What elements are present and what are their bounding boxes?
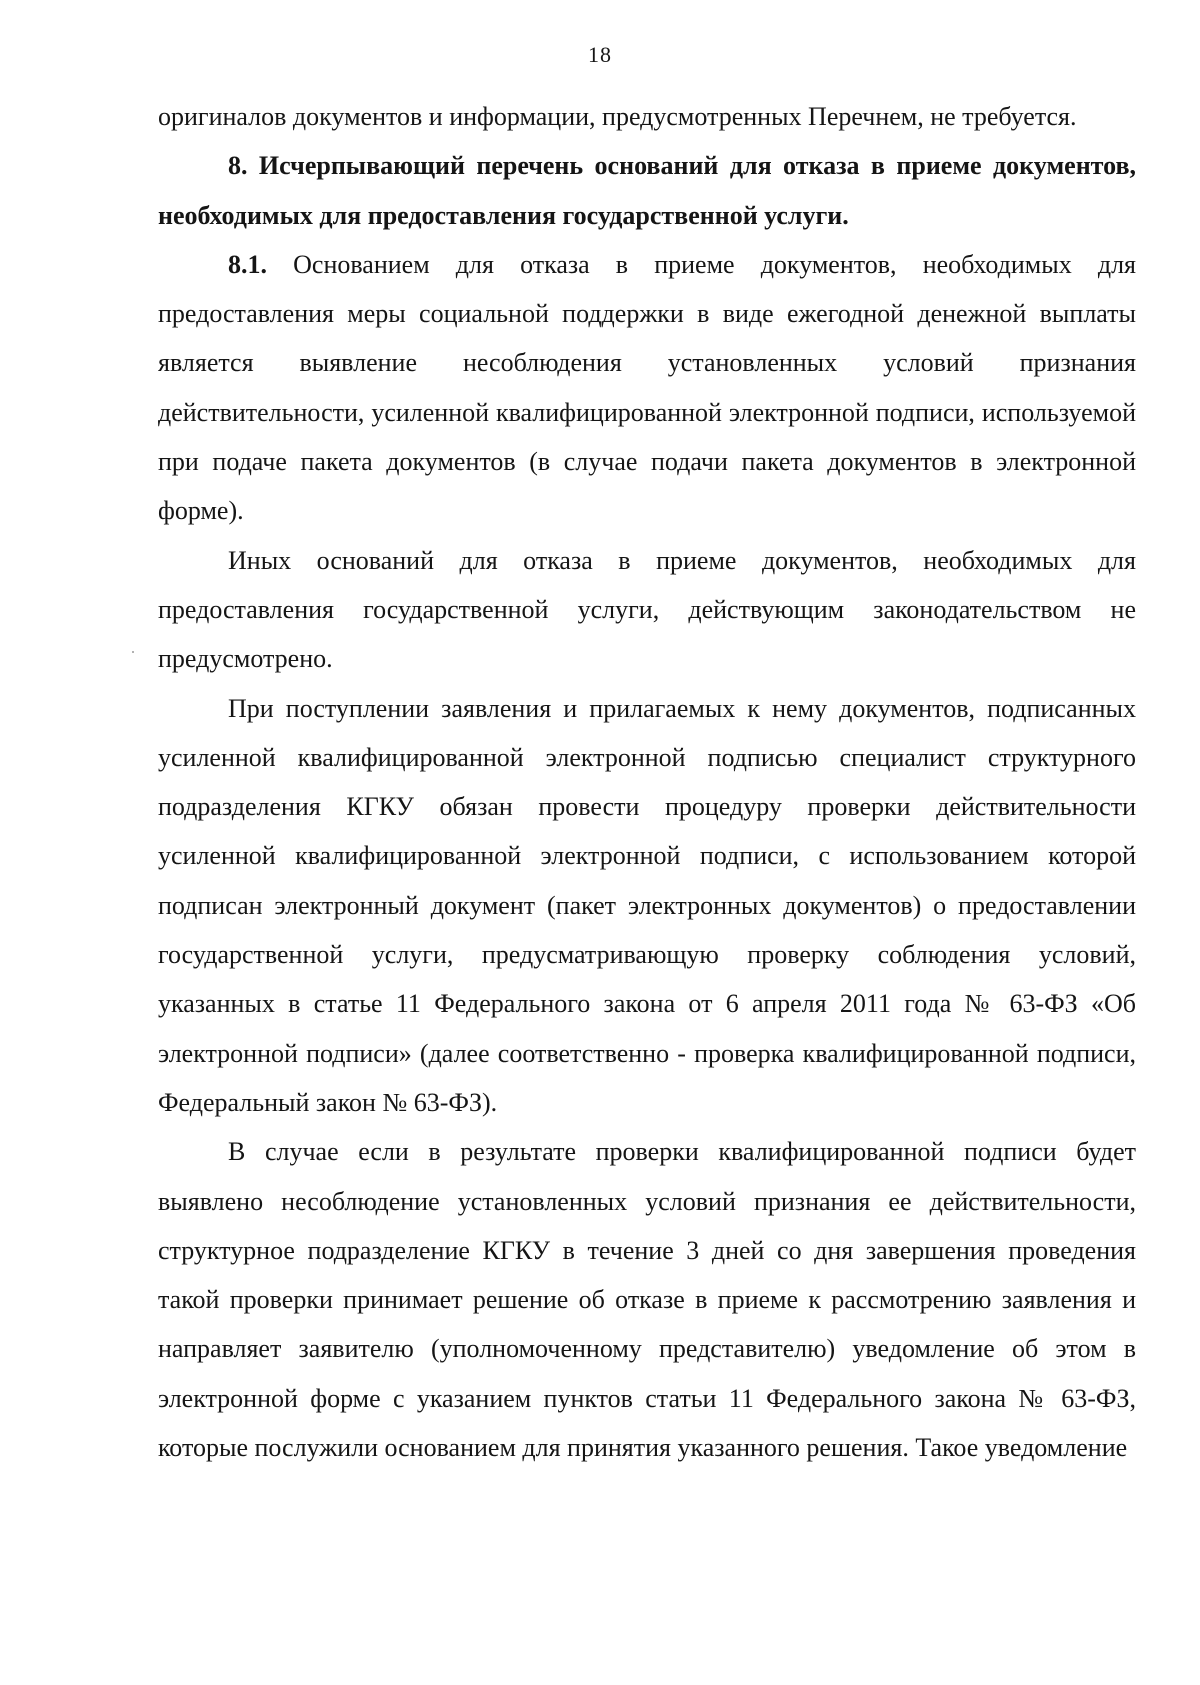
paragraph <box>158 1127 1136 1472</box>
scan-artifact <box>132 651 134 653</box>
clause-number: 8.1. <box>228 249 267 279</box>
document-body <box>158 92 1136 1472</box>
paragraph <box>158 684 1136 1128</box>
paragraph-text: оригиналов документов и информации, предусмотренных Перечнем, не требуется. <box>158 102 1077 131</box>
page-number: 18 <box>588 42 612 67</box>
section-heading-text: 8. Исчерпывающий перечень оснований для отказа в приеме документов, необходимых для предоставления государственной услуги. <box>158 151 1136 230</box>
section-heading <box>158 141 1136 240</box>
paragraph-text: При поступлении заявления и прилагаемых к нему документов, подписанных усиленной квалифицированной электронной подписью специалист структурного подразделения КГКУ обязан провести процедуру проверки действительности усиленной квалифицированной электронной подписи, с использованием которой подписан электронный документ (пакет электронных документов) о предоставлении государственной услуги, предусматривающую проверку соблюдения условий, указанных в статье 11 Федерального закона от 6 апреля 2011 года № 63-ФЗ «Об электронной подписи» (далее соответственно - проверка квалифицированной подписи, Федеральный закон № 63-ФЗ). <box>158 693 1136 1117</box>
paragraph-continuation <box>158 92 1136 141</box>
paragraph-text: Основанием для отказа в приеме документов, необходимых для предоставления меры социальной поддержки в виде ежегодной денежной выплаты является выявление несоблюдения установленных условий признания действительности, усиленной квалифицированной электронной подписи, используемой при подаче пакета документов (в случае подачи пакета документов в электронной форме). <box>158 249 1136 526</box>
paragraph-8-1 <box>158 240 1136 536</box>
paragraph-text: Иных оснований для отказа в приеме документов, необходимых для предоставления государственной услуги, действующим законодательством не предусмотрено. <box>158 545 1136 674</box>
paragraph <box>158 536 1136 684</box>
paragraph-text: В случае если в результате проверки квалифицированной подписи будет выявлено несоблюдение установленных условий признания ее действительности, структурное подразделение КГКУ в течение 3 дней со дня завершения проведения такой проверки принимает решение об отказе в приеме к рассмотрению заявления и направляет заявителю (уполномоченному представителю) уведомление об этом в электронной форме с указанием пунктов статьи 11 Федерального закона № 63-ФЗ, которые послужили основанием для принятия указанного решения. Такое уведомление <box>158 1137 1136 1463</box>
